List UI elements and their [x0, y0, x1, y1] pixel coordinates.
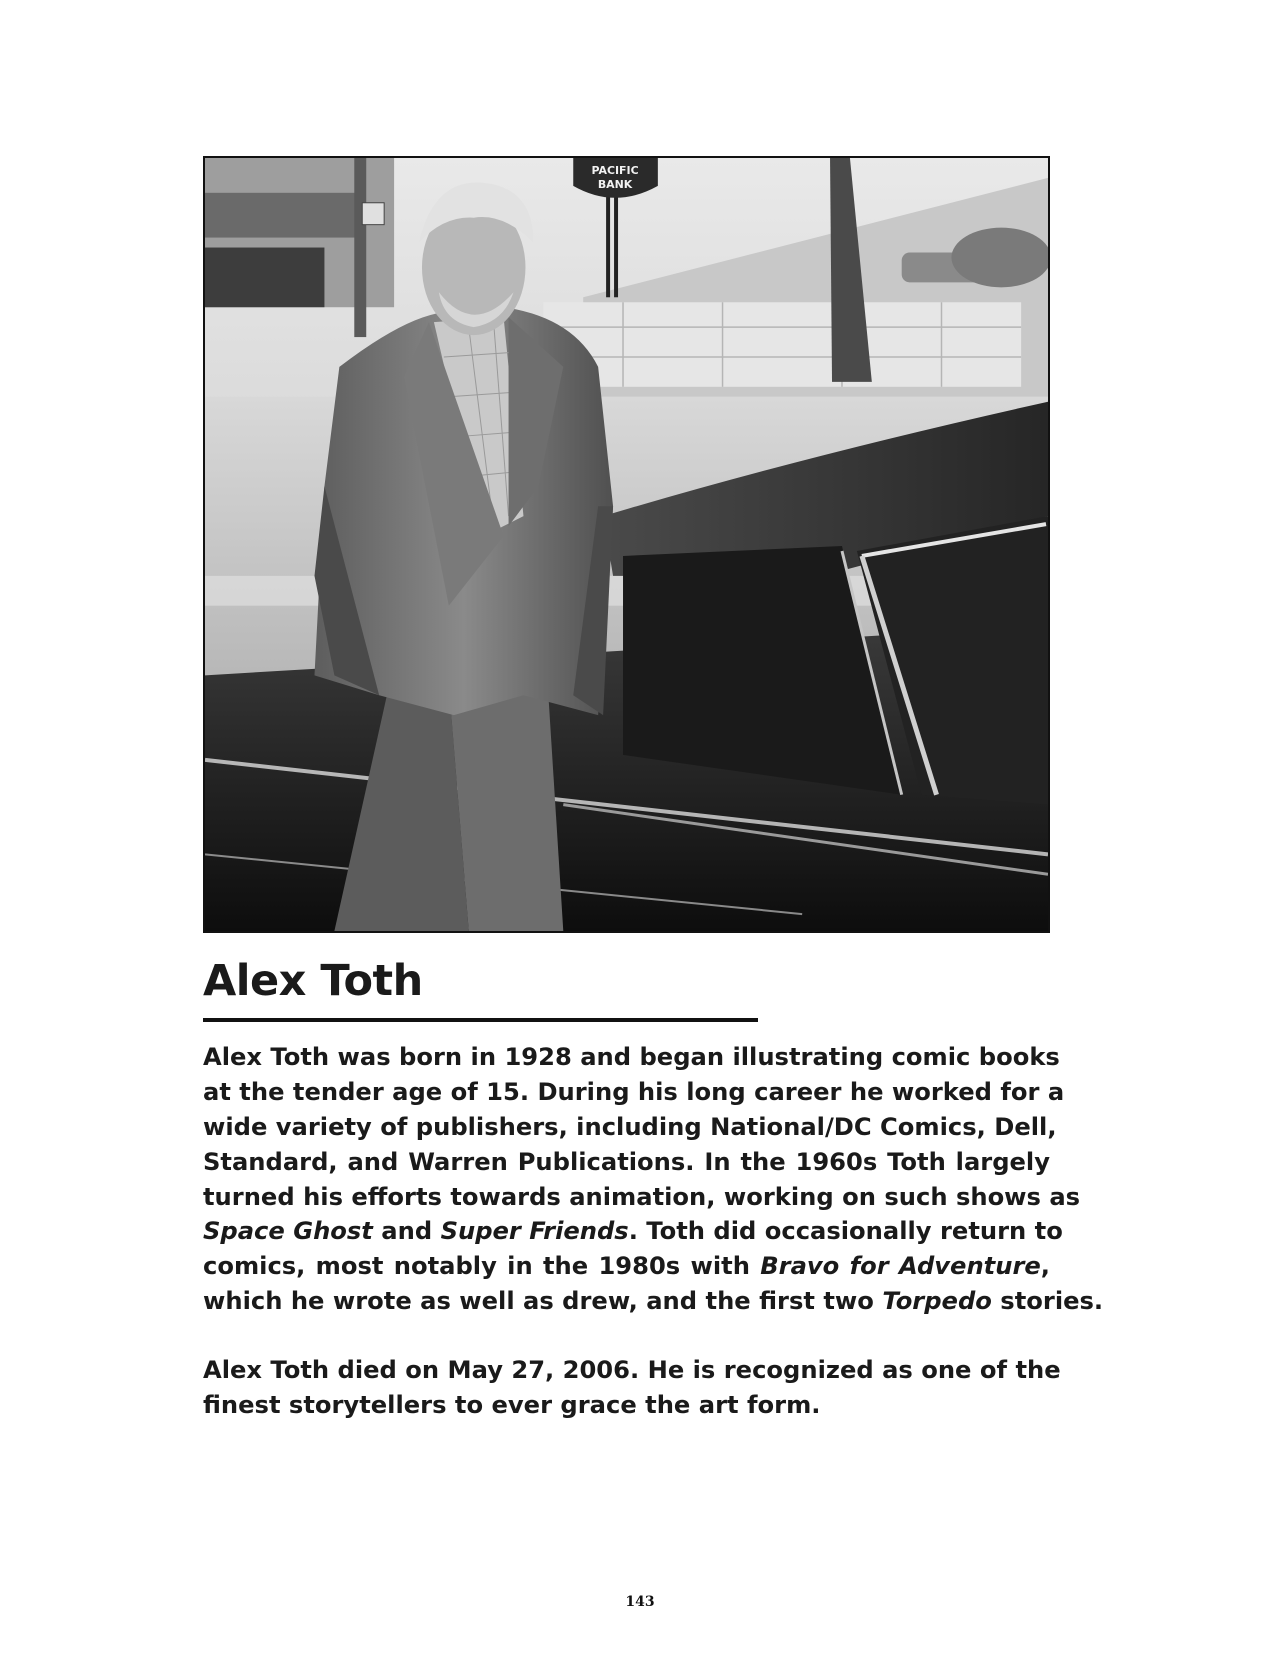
bio-line: turned his efforts towards animation, working on such shows as — [203, 1182, 1081, 1211]
bio-line: at the tender age of 15. During his long career he worked for a — [203, 1077, 1065, 1106]
bio-paragraph — [203, 1040, 1104, 1319]
title-underline — [203, 1018, 758, 1022]
comic-title-bravo-for-adventure: Bravo for Adventure — [760, 1252, 1041, 1281]
bio-line — [203, 1284, 1104, 1319]
bio-line: wide variety of publishers, including National/DC Comics, Dell, — [203, 1112, 1057, 1141]
bio-text: comics, most notably in the 1980s with — [203, 1252, 761, 1281]
bank-sign-line1: PACIFIC — [591, 163, 639, 177]
death-line: finest storytellers to ever grace the art form. — [203, 1390, 821, 1419]
bio-text: . Toth did occasionally return to — [628, 1217, 1063, 1246]
bio-text: , — [1040, 1252, 1050, 1281]
bio-text: stories. — [991, 1287, 1104, 1316]
death-paragraph — [203, 1353, 1061, 1423]
bank-sign-line2: BANK — [597, 177, 633, 191]
portrait-photo — [203, 156, 1050, 933]
bio-line — [203, 1249, 1050, 1284]
photo-illustration — [205, 158, 1048, 931]
comic-title-torpedo: Torpedo — [882, 1287, 992, 1316]
bio-line: Standard, and Warren Publications. In the 1960s Toth largely — [203, 1147, 1050, 1176]
show-title-space-ghost: Space Ghost — [203, 1217, 373, 1246]
show-title-super-friends: Super Friends — [440, 1217, 629, 1246]
bio-text: which he wrote as well as drew, and the first two — [203, 1287, 883, 1316]
page-title: Alex Toth — [203, 956, 423, 1006]
death-line: Alex Toth died on May 27, 2006. He is recognized as one of the — [203, 1356, 1061, 1384]
page-number: 143 — [625, 1594, 655, 1610]
bio-line: Alex Toth was born in 1928 and began illustrating comic books — [203, 1043, 1060, 1071]
bio-text: and — [372, 1217, 441, 1246]
bio-line — [203, 1214, 1063, 1249]
